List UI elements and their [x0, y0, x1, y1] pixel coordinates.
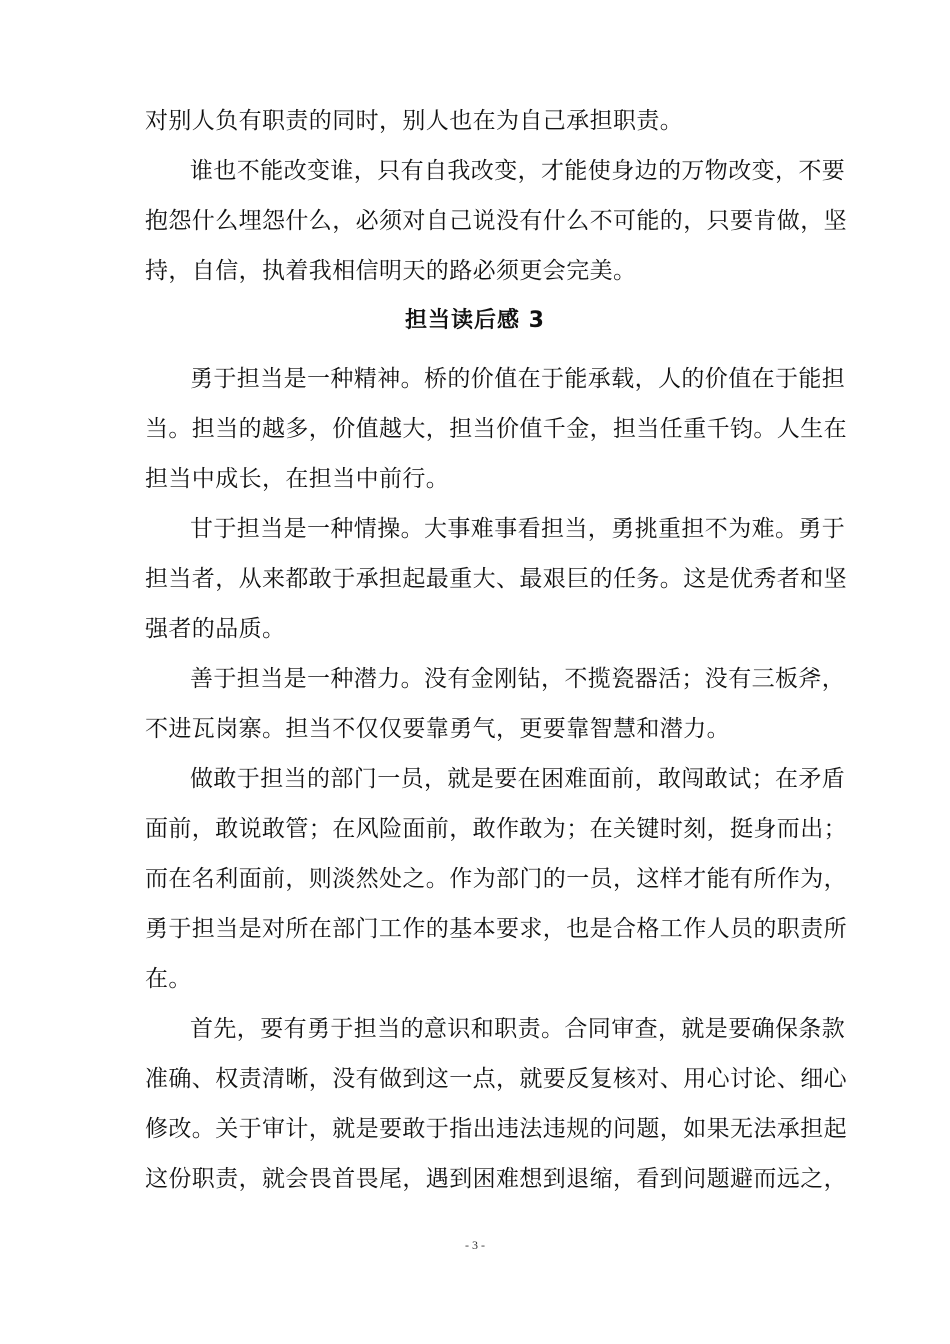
paragraph-line: 而在名利面前，则淡然处之。作为部门的一员，这样才能有所作为，: [145, 866, 847, 892]
paragraph-line: 修改。关于审计，就是要敢于指出违法违规的问题，如果无法承担起: [145, 1116, 847, 1142]
paragraph-line: 面前，敢说敢管；在风险面前，敢作敢为；在关键时刻，挺身而出；: [145, 816, 847, 842]
paragraph-line: 这份职责，就会畏首畏尾，遇到困难想到退缩，看到问题避而远之，: [145, 1166, 847, 1192]
paragraph-line: 在。: [145, 966, 192, 992]
paragraph-line: 抱怨什么埋怨什么，必须对自己说没有什么不可能的，只要肯做，坚: [145, 208, 847, 234]
paragraph-line: 首先，要有勇于担当的意识和职责。合同审查，就是要确保条款: [190, 1016, 846, 1042]
paragraph-line: 勇于担当是一种精神。桥的价值在于能承载，人的价值在于能担: [190, 366, 846, 392]
paragraph-line: 担当中成长，在担当中前行。: [145, 466, 450, 492]
paragraph-line: 强者的品质。: [145, 616, 286, 642]
paragraph-line: 当。担当的越多，价值越大，担当价值千金，担当任重千钧。人生在: [145, 416, 847, 442]
paragraph-line: 勇于担当是对所在部门工作的基本要求，也是合格工作人员的职责所: [145, 916, 847, 942]
paragraph-line: 善于担当是一种潜力。没有金刚钻，不揽瓷器活；没有三板斧，: [190, 666, 846, 692]
paragraph-line: 做敢于担当的部门一员，就是要在困难面前，敢闯敢试；在矛盾: [190, 766, 846, 792]
paragraph-line: 对别人负有职责的同时，别人也在为自己承担职责。: [145, 108, 684, 134]
page-number: - 3 -: [465, 1238, 485, 1252]
paragraph-line: 持，自信，执着我相信明天的路必须更会完美。: [145, 258, 637, 284]
paragraph-line: 甘于担当是一种情操。大事难事看担当，勇挑重担不为难。勇于: [190, 516, 846, 542]
paragraph-line: 担当者，从来都敢于承担起最重大、最艰巨的任务。这是优秀者和坚: [145, 566, 847, 592]
paragraph-line: 谁也不能改变谁，只有自我改变，才能使身边的万物改变，不要: [190, 158, 846, 184]
paragraph-line: 准确、权责清晰，没有做到这一点，就要反复核对、用心讨论、细心: [145, 1066, 847, 1092]
paragraph-line: 不进瓦岗寨。担当不仅仅要靠勇气，更要靠智慧和潜力。: [145, 716, 730, 742]
section-title: 担当读后感 3: [405, 308, 545, 333]
